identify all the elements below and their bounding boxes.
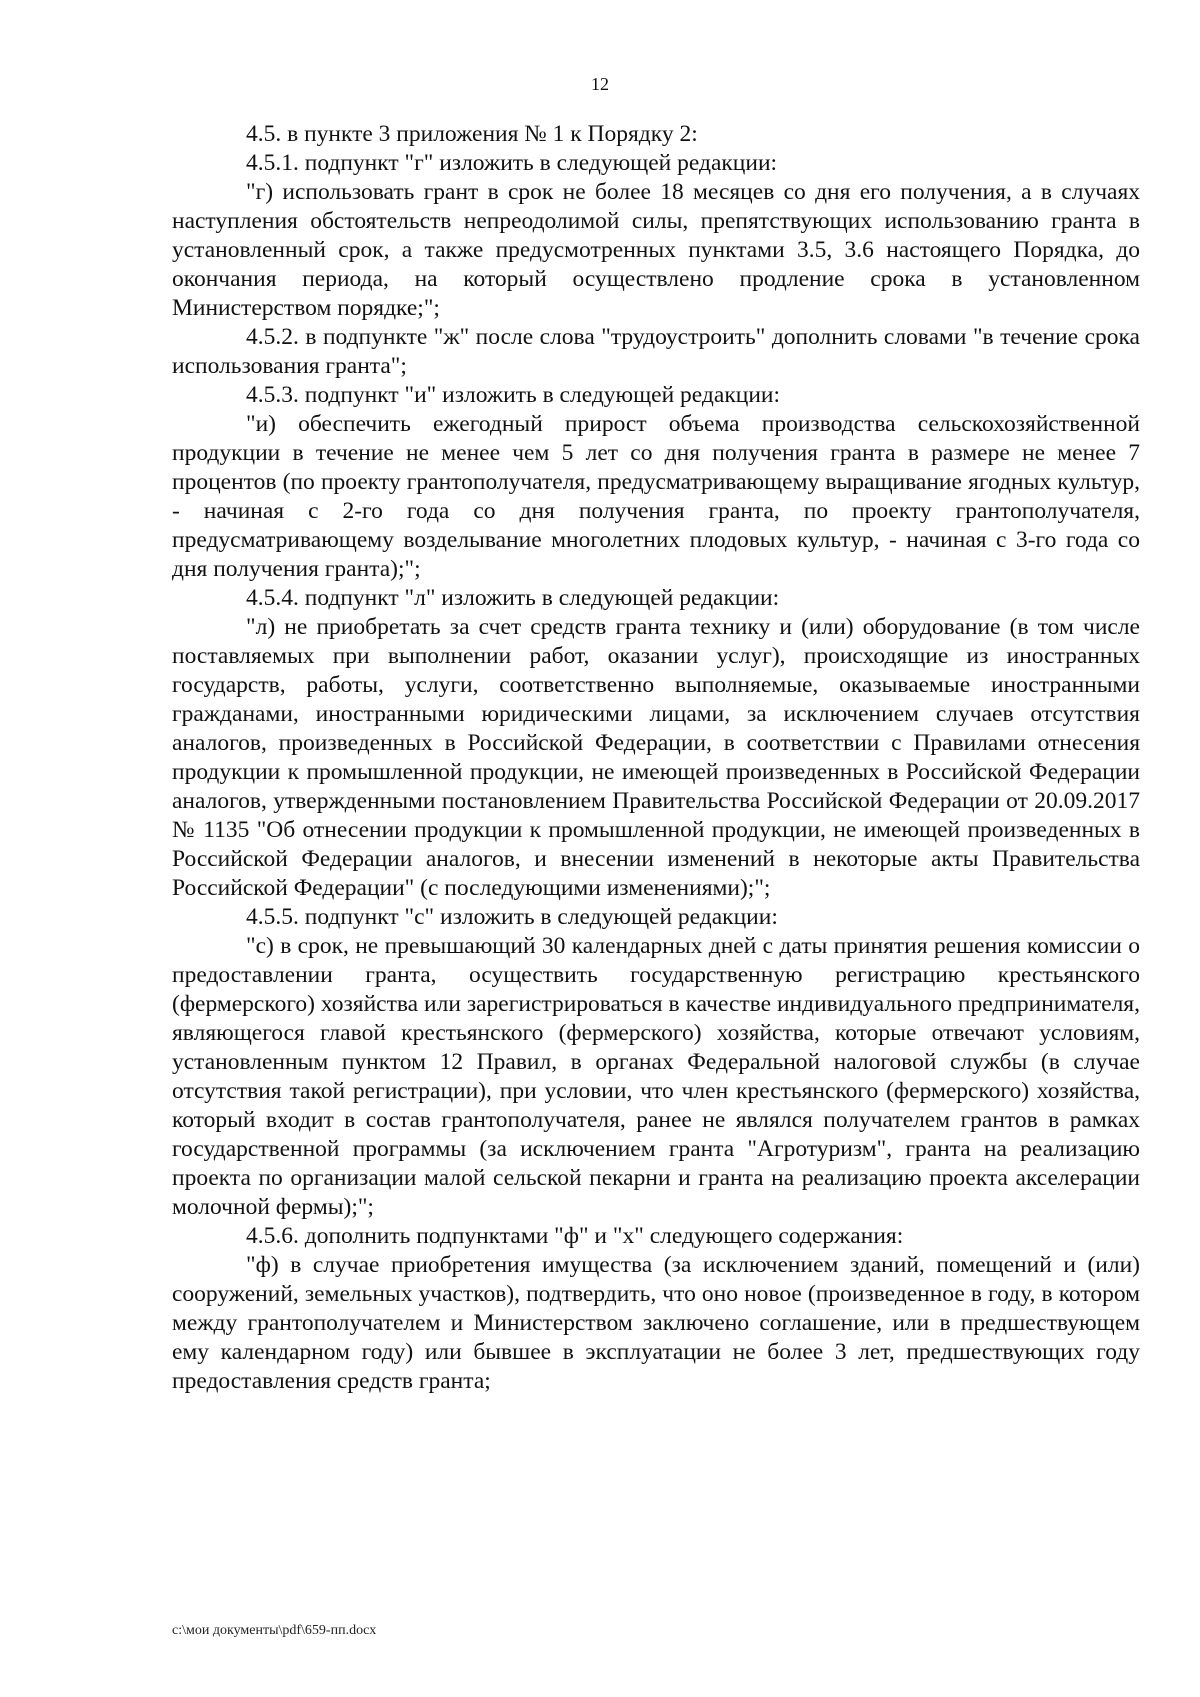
paragraph-subitem-g: "г) использовать грант в срок не более 18 месяцев со дня его получения, а в случаях наступления обстоятельств непреодолимой силы, препятствующих использованию гранта в установленный срок, а также предусмотренных пунктами 3.5, 3.6 настоящего Порядка, до окончания периода, на который осуществлено продление срока в установленном Министерством порядке;"; — [172, 179, 1140, 321]
paragraph-subitem-l: "л) не приобретать за счет средств гранта технику и (или) оборудование (в том числе поставляемых при выполнении работ, оказании услуг), происходящие из иностранных государств, работы, услуги, соответственно выполняемые, оказываемые иностранными гражданами, иностранными юридическими лицами, за исключением случаев отсутствия аналогов, произведенных в Российской Федерации, в соответствии с Правилами отнесения продукции к промышленной продукции, не имеющей произведенных в Российской Федерации аналогов, утвержденными постановлением Правительства Российской Федерации от 20.09.2017 № 1135 "Об отнесении продукции к промышленной продукции, не имеющей произведенных в Российской Федерации аналогов, и внесении изменений в некоторые акты Правительства Российской Федерации" (с последующими изменениями);"; — [172, 614, 1140, 901]
paragraph-subitem-s: "с) в срок, не превышающий 30 календарных дней с даты принятия решения комиссии о предоставлении гранта, осуществить государственную регистрацию крестьянского (фермерского) хозяйства или зарегистрироваться в качестве индивидуального предпринимателя, являющегося главой крестьянского (фермерского) хозяйства, которые отвечают условиям, установленным пунктом 12 Правил, в органах Федеральной налоговой службы (в случае отсутствия такой регистрации), при условии, что член крестьянского (фермерского) хозяйства, который входит в состав грантополучателя, ранее не являлся получателем грантов в рамках государственной программы (за исключением гранта "Агротуризм", гранта на реализацию проекта по организации малой сельской пекарни и гранта на реализацию проекта акселерации молочной фермы);"; — [172, 933, 1140, 1220]
paragraph-subitem-i: "и) обеспечить ежегодный прирост объема производства сельскохозяйственной продукции в течение не менее чем 5 лет со дня получения гранта в размере не менее 7 процентов (по проекту грантополучателя, предусматривающему выращивание ягодных культур, - начиная с 2-го года со дня получения гранта, по проекту грантополучателя, предусматривающему возделывание многолетних плодовых культур, - начиная с 3-го года со дня получения гранта);"; — [172, 411, 1140, 582]
paragraph-4-5-5: 4.5.5. подпункт "с" изложить в следующей редакции: — [246, 904, 778, 930]
paragraph-4-5-3: 4.5.3. подпункт "и" изложить в следующей редакции: — [246, 382, 780, 408]
footer-file-path: c:\мои документы\pdf\659-пп.docx — [172, 1623, 377, 1638]
paragraph-subitem-f: "ф) в случае приобретения имущества (за исключением зданий, помещений и (или) сооружений, земельных участков), подтвердить, что оно новое (произведенное в году, в котором между грантополучателем и Министерством заключено соглашение, или в предшествующем ему календарном году) или бывшее в эксплуатации не более 3 лет, предшествующих году предоставления средств гранта; — [172, 1252, 1140, 1394]
paragraph-4-5-2: 4.5.2. в подпункте "ж" после слова "трудоустроить" дополнить словами "в течение срока использования гранта"; — [172, 324, 1140, 379]
paragraph-4-5-4: 4.5.4. подпункт "л" изложить в следующей редакции: — [246, 585, 780, 611]
paragraph-4-5-1: 4.5.1. подпункт "г" изложить в следующей редакции: — [246, 150, 778, 176]
document-body — [172, 120, 1140, 1396]
paragraph-4-5: 4.5. в пункте 3 приложения № 1 к Порядку 2: — [246, 121, 698, 147]
page-number: 12 — [591, 74, 609, 94]
paragraph-4-5-6: 4.5.6. дополнить подпунктами "ф" и "х" следующего содержания: — [246, 1223, 904, 1249]
